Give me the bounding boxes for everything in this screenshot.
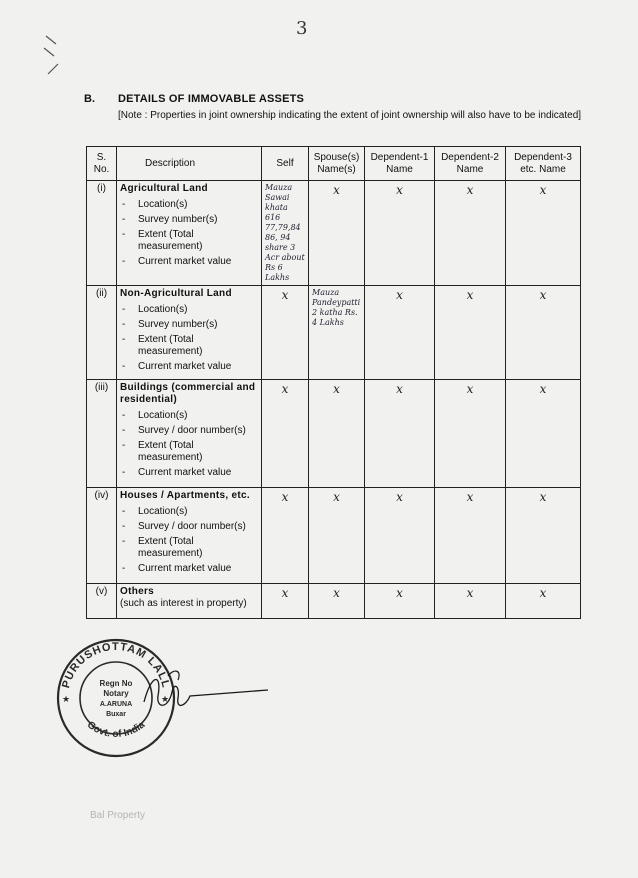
header-self: Self xyxy=(262,147,309,181)
stamp-line: Notary xyxy=(103,689,129,698)
list-item: - Current market value xyxy=(120,256,258,268)
stamp-line: Regn No xyxy=(99,679,133,688)
cell-spouse: x xyxy=(309,380,365,488)
cell-dependent-3: x xyxy=(506,584,581,619)
table-row xyxy=(87,584,581,619)
row-description xyxy=(117,380,262,488)
list-item: - Survey number(s) xyxy=(120,319,258,331)
row-description xyxy=(117,181,262,286)
row-category: Houses / Apartments, etc. xyxy=(120,490,250,501)
list-item: - Survey number(s) xyxy=(120,214,258,226)
row-category: Non-Agricultural Land xyxy=(120,288,232,299)
row-sno: (i) xyxy=(87,181,117,286)
table-row xyxy=(87,286,581,380)
header-row xyxy=(87,147,581,181)
cell-dependent-3: x xyxy=(506,380,581,488)
row-sno: (ii) xyxy=(87,286,117,380)
cell-self: x xyxy=(262,380,309,488)
cell-dependent-1: x xyxy=(365,584,435,619)
header-sno: S. No. xyxy=(87,147,117,181)
margin-marks xyxy=(42,34,60,104)
section-title: DETAILS OF IMMOVABLE ASSETS xyxy=(118,93,305,105)
list-item: - Extent (Total measurement) xyxy=(120,229,258,253)
cell-spouse: x xyxy=(309,584,365,619)
row-category: Others xyxy=(120,586,155,597)
row-items xyxy=(120,304,258,373)
row-sno: (iv) xyxy=(87,488,117,584)
svg-text:★: ★ xyxy=(62,694,71,704)
immovable-assets-table xyxy=(86,146,581,619)
list-item: - Extent (Total measurement) xyxy=(120,334,258,358)
header-dependent-3: Dependent-3 etc. Name xyxy=(506,147,581,181)
stamp-bottom-text: Govt. of India xyxy=(84,719,148,740)
cell-dependent-1: x xyxy=(365,181,435,286)
header-spouse: Spouse(s) Name(s) xyxy=(309,147,365,181)
stamp-line: Buxar xyxy=(106,711,126,718)
list-item: - Survey / door number(s) xyxy=(120,521,258,533)
header-dependent-2: Dependent-2 Name xyxy=(435,147,506,181)
faded-bleedthrough-text: Bal Property xyxy=(90,810,146,821)
section-note: [Note : Properties in joint ownership indicating the extent of joint ownership will also have to be indicated] xyxy=(118,110,582,121)
row-description xyxy=(117,286,262,380)
cell-dependent-1: x xyxy=(365,380,435,488)
cell-spouse-handwritten: Mauza Pandeypatti 2 katha Rs. 4 Lakhs xyxy=(309,286,365,380)
signature-icon xyxy=(138,662,278,732)
row-items xyxy=(120,410,258,479)
row-category: Agricultural Land xyxy=(120,183,208,194)
page-number: 3 xyxy=(296,18,308,39)
stamp-line: A.ARUNA xyxy=(99,701,133,708)
cell-dependent-2: x xyxy=(435,286,506,380)
list-item: - Location(s) xyxy=(120,506,258,518)
cell-dependent-1: x xyxy=(365,286,435,380)
table-row xyxy=(87,181,581,286)
cell-dependent-3: x xyxy=(506,286,581,380)
stamp-outer-text: PURUSHOTTAM LALL xyxy=(60,640,172,690)
cell-dependent-2: x xyxy=(435,181,506,286)
row-items xyxy=(120,199,258,268)
cell-spouse: x xyxy=(309,181,365,286)
section-letter: B. xyxy=(84,93,95,105)
list-item: - Current market value xyxy=(120,563,258,575)
list-item: - Survey / door number(s) xyxy=(120,425,258,437)
cell-self: x xyxy=(262,584,309,619)
list-item: - Location(s) xyxy=(120,304,258,316)
row-subtitle: (such as interest in property) xyxy=(120,598,247,609)
list-item: - Current market value xyxy=(120,467,258,479)
cell-dependent-1: x xyxy=(365,488,435,584)
header-dependent-1: Dependent-1 Name xyxy=(365,147,435,181)
row-category: Buildings (commercial and residential) xyxy=(120,382,256,405)
row-sno: (v) xyxy=(87,584,117,619)
cell-dependent-2: x xyxy=(435,488,506,584)
cell-self: x xyxy=(262,286,309,380)
table-row xyxy=(87,488,581,584)
list-item: - Current market value xyxy=(120,361,258,373)
list-item: - Extent (Total measurement) xyxy=(120,536,258,560)
row-sno: (iii) xyxy=(87,380,117,488)
cell-self-handwritten: Mauza Sawai khata 616 77,79,84 86, 94 share 3 Acr about Rs 6 Lakhs xyxy=(262,181,309,286)
row-items xyxy=(120,506,258,575)
cell-self: x xyxy=(262,488,309,584)
svg-text:★: ★ xyxy=(161,694,170,704)
row-description xyxy=(117,488,262,584)
cell-spouse: x xyxy=(309,488,365,584)
table-row xyxy=(87,380,581,488)
header-description: Description xyxy=(117,147,262,181)
row-description xyxy=(117,584,262,619)
cell-dependent-3: x xyxy=(506,488,581,584)
list-item: - Location(s) xyxy=(120,199,258,211)
list-item: - Location(s) xyxy=(120,410,258,422)
cell-dependent-2: x xyxy=(435,584,506,619)
list-item: - Extent (Total measurement) xyxy=(120,440,258,464)
cell-dependent-3: x xyxy=(506,181,581,286)
cell-dependent-2: x xyxy=(435,380,506,488)
